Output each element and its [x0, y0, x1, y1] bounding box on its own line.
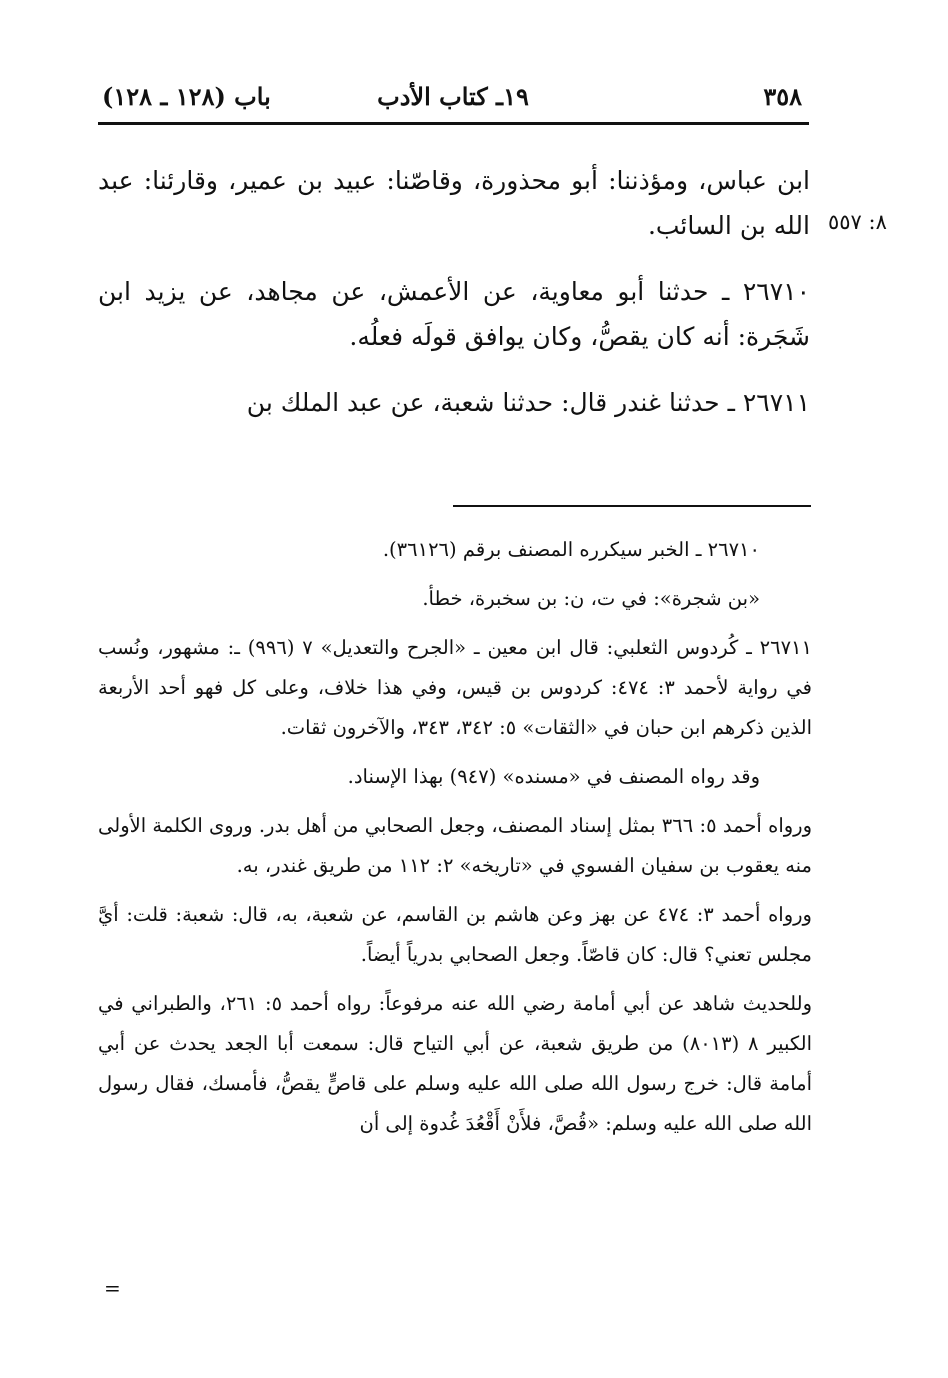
margin-reference: ٨: ٥٥٧	[828, 210, 887, 234]
footnote-shahid: وللحديث شاهد عن أبي أمامة رضي الله عنه مرفوعاً: رواه أحمد ٥: ٢٦١، والطبراني في الكبير ٨ (٨٠١٣) من طريق شعبة، عن أبي التياح قال: سمعت أبا الجعد يحدث عن أبي أمامة قال: خرج رسول الله صلى الله عليه وسلم على قاصٍّ يقصُّ، فأمسك، فقال رسول الله صلى الله عليه وسلم: «قُصَّ، فلأَنْ أَقْعُدَ غُدوة إلى أن	[98, 992, 812, 1135]
footnote-variant: «بن شجرة»: في ت، ن: بن سخبرة، خطأ.	[422, 587, 760, 610]
book-title: ١٩ـ كتاب الأدب	[377, 82, 529, 111]
hadith-26711: ٢٦٧١١ ـ حدثنا غندر قال: حدثنا شعبة، عن عبد الملك بن	[246, 388, 810, 417]
footnotes	[98, 530, 812, 1153]
header-rule	[98, 122, 809, 125]
page-number: ٣٥٨	[763, 82, 802, 111]
footnote-ahmad-badr: ورواه أحمد ٥: ٣٦٦ بمثل إسناد المصنف، وجعل الصحابي من أهل بدر. وروى الكلمة الأولى منه يعقوب بن سفيان الفسوي في «تاريخه» ٢: ١١٢ من طريق غندر، به.	[98, 814, 812, 877]
hadith-26710: ٢٦٧١٠ ـ حدثنا أبو معاوية، عن الأعمش، عن مجاهد، عن يزيد ابن شَجَرة: أنه كان يقصُّ، وكان يوافق قولَه فعلُه.	[98, 277, 810, 351]
main-paragraph: ابن عباس، ومؤذننا: أبو محذورة، وقاصّنا: عبيد بن عمير، وقارئنا: عبد الله بن السائب.	[98, 166, 810, 240]
footnote-26710: ٢٦٧١٠ ـ الخبر سيكرره المصنف برقم (٣٦١٢٦).	[382, 538, 760, 561]
footnote-musnad: وقد رواه المصنف في «مسنده» (٩٤٧) بهذا الإسناد.	[347, 765, 760, 788]
main-text	[98, 158, 810, 425]
footnote-ahmad-bahz: ورواه أحمد ٣: ٤٧٤ عن بهز وعن هاشم بن القاسم، عن شعبة، به، قال: شعبة: قلت: أيَّ مجلس تعني؟ قال: كان قاصّاً. وجعل الصحابي بدرياً أيضاً.	[98, 903, 812, 966]
footnote-26711: ٢٦٧١١ ـ كُردوس الثعلبي: قال ابن معين ـ «الجرح والتعديل» ٧ (٩٩٦) ـ: مشهور، ونُسب في رواية لأحمد ٣: ٤٧٤: كردوس بن قيس، وفي هذا خلاف، وعلى كل فهو أحد الأربعة الذين ذكرهم ابن حبان في «الثقات» ٥: ٣٤٢، ٣٤٣، والآخرون ثقات.	[98, 636, 812, 739]
page-header	[98, 78, 808, 122]
chapter-range: باب (١٢٨ ـ ١٢٨)	[102, 82, 271, 111]
footnote-separator	[453, 505, 811, 507]
continuation-mark: =	[104, 1276, 121, 1300]
